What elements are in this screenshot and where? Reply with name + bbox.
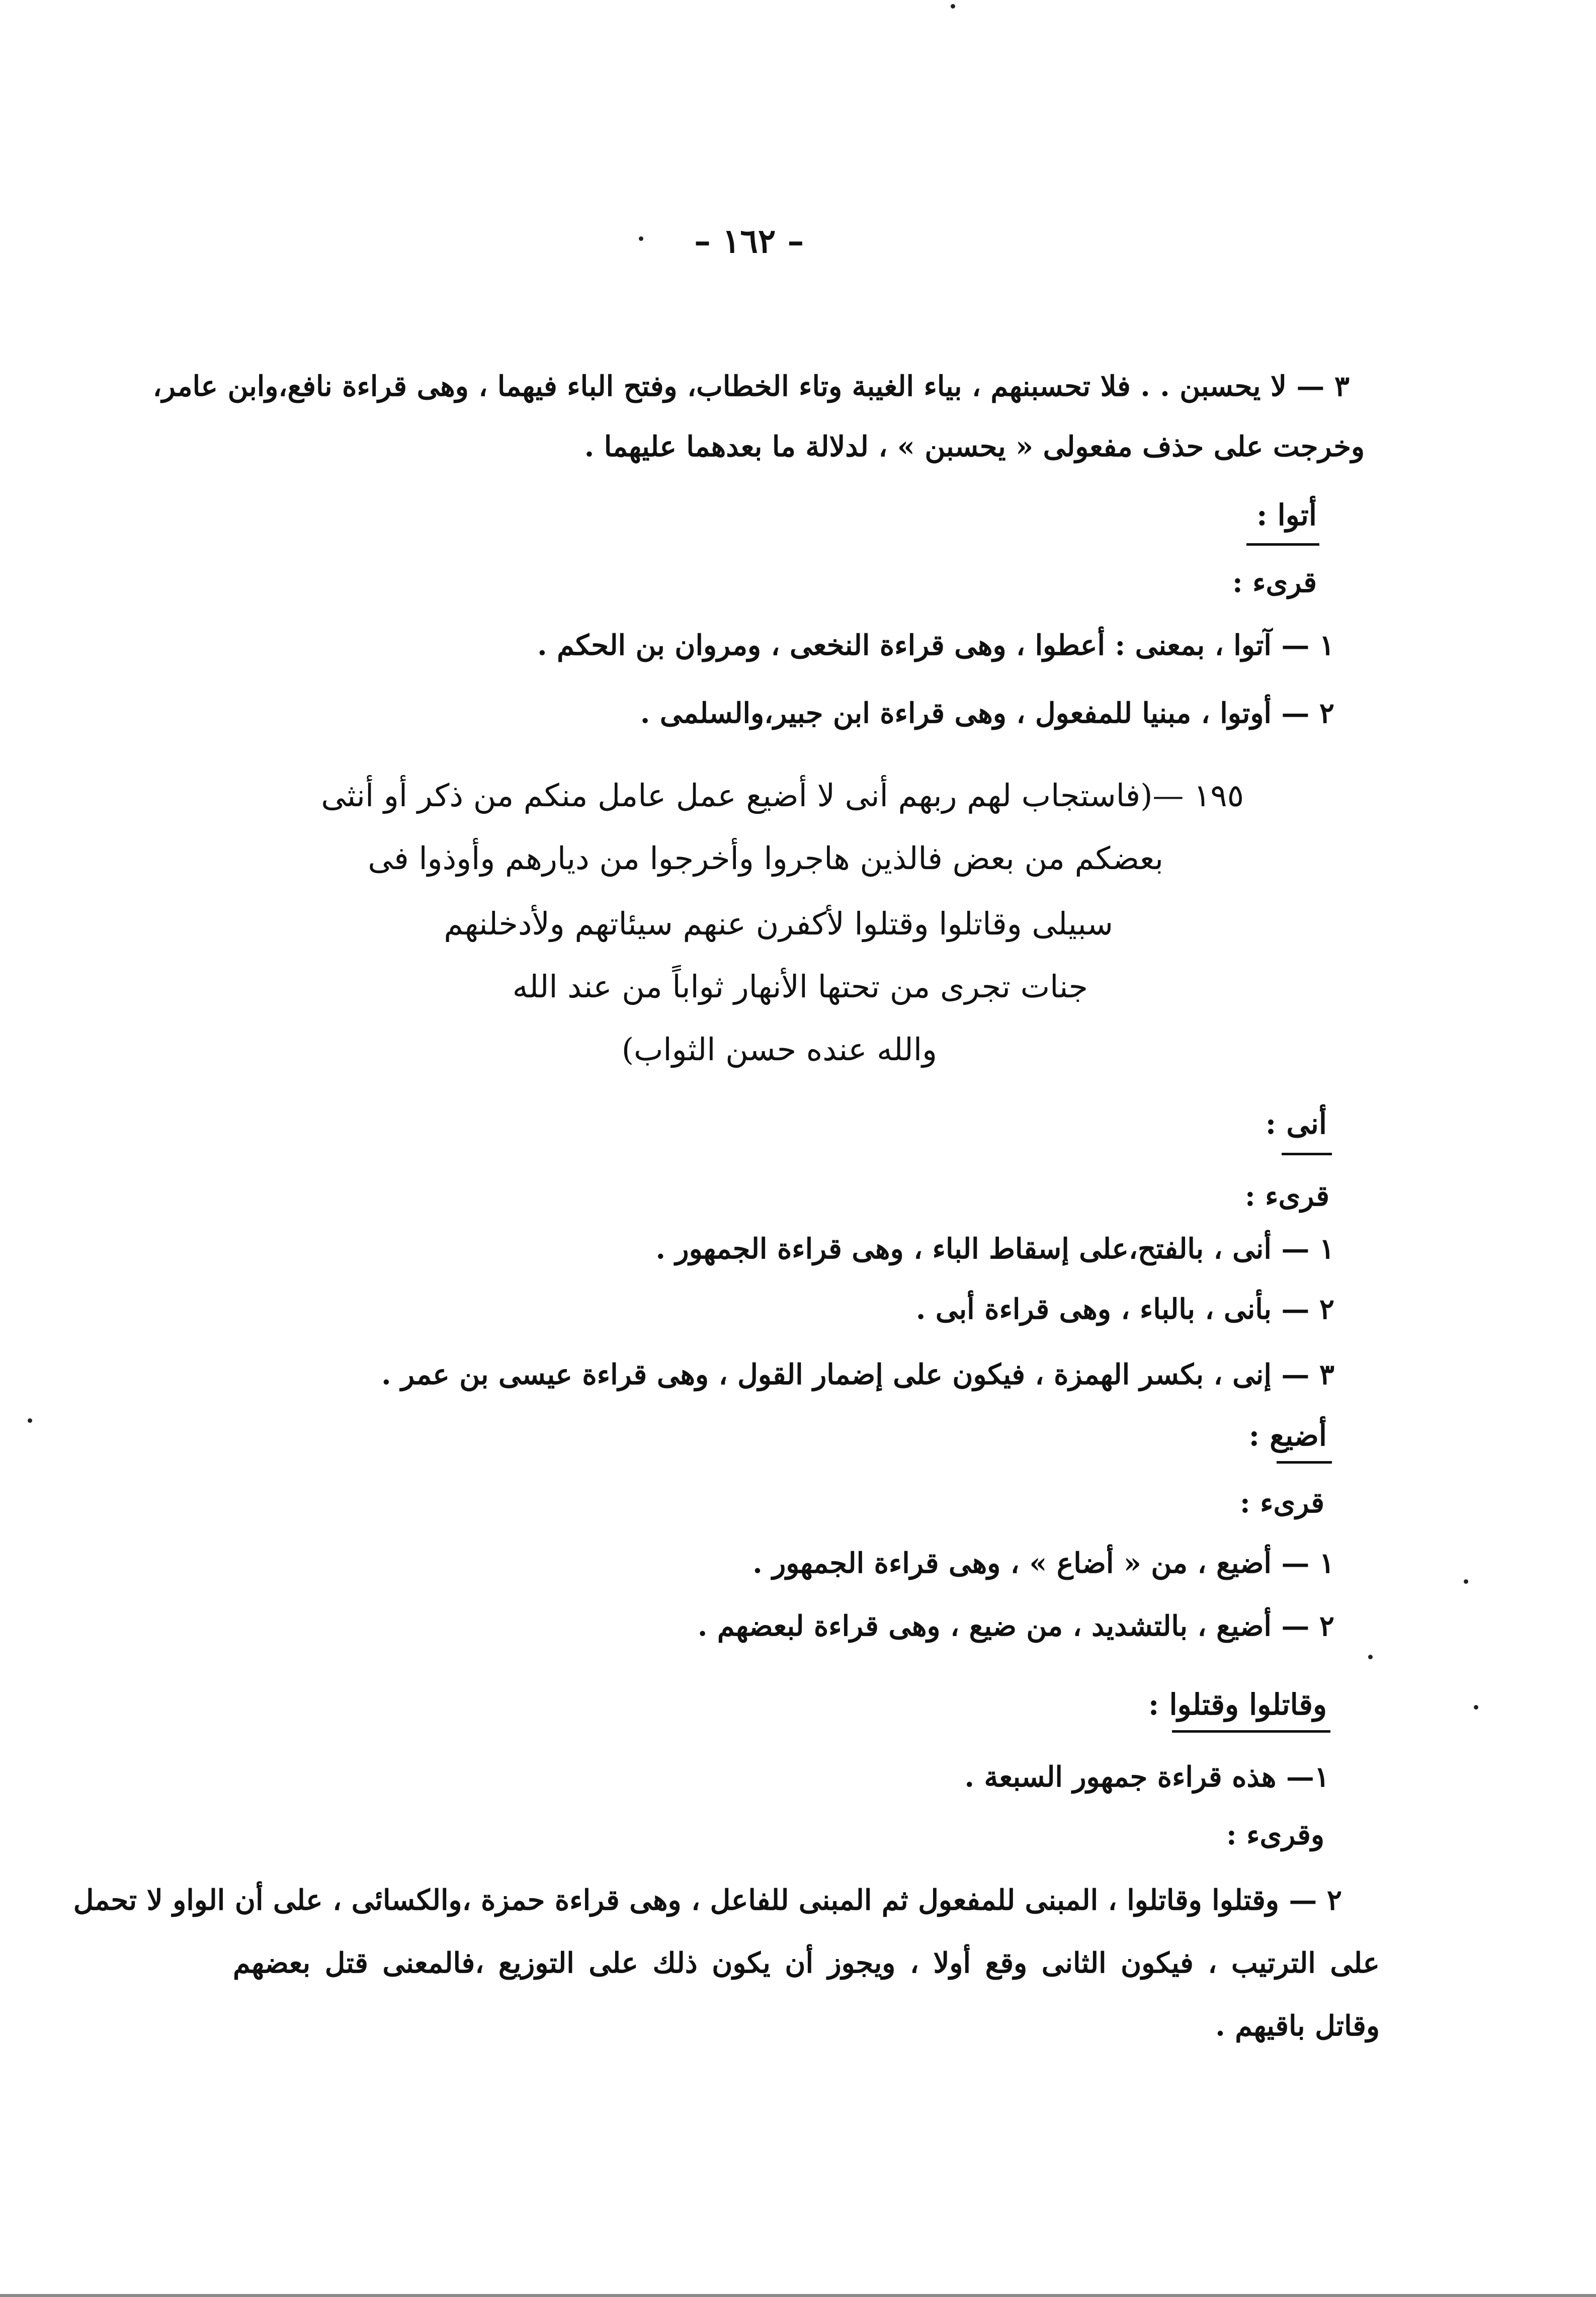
body-line: وخرجت على حذف مفعولى « يحسبن » ، لدلالة ما بعدهما عليهما .	[584, 430, 1365, 463]
reading-item: ٢ — بأنى ، بالباء ، وهى قراءة أبى .	[915, 1293, 1334, 1326]
verse-line: سبيلى وقاتلوا وقتلوا لأكفرن عنهم سيئاتهم ولأدخلنهم	[444, 905, 1113, 942]
verse-line: بعضكم من بعض فالذين هاجروا وأخرجوا من ديارهم وأوذوا فى	[368, 840, 1163, 877]
qurie-label: قرىء :	[1240, 1486, 1324, 1519]
scan-speck	[951, 4, 955, 9]
page-bottom-edge	[0, 2294, 1596, 2297]
body-line: وقاتل باقيهم .	[1215, 2009, 1380, 2043]
reading-item: ٣ — إنى ، بكسر الهمزة ، فيكون على إضمار القول ، وهى قراءة عيسى بن عمر .	[381, 1358, 1334, 1391]
heading-underline	[1246, 543, 1319, 546]
scan-speck	[1474, 1705, 1478, 1710]
qurie-label: قرىء :	[1245, 1179, 1329, 1213]
reading-item: ١— هذه قراءة جمهور السبعة .	[964, 1760, 1329, 1794]
reading-item: ١ — آتوا ، بمعنى : أعطوا ، وهى قراءة النخعى ، ومروان بن الحكم .	[537, 629, 1334, 662]
body-line: ٢ — وقتلوا وقاتلوا ، المبنى للمفعول ثم المبنى للفاعل ، وهى قراءة حمزة ،والكسائى ، على أن الواو لا تحمل	[73, 1884, 1342, 1917]
body-line: ٣ — لا يحسبن . . فلا تحسبنهم ، بياء الغيبة وتاء الخطاب، وفتح الباء فيهما ، وهى قراءة نافع،وابن عامر،	[152, 370, 1350, 403]
section-heading: أتوا :	[1256, 498, 1317, 532]
reading-item: ١ — أضيع ، من « أضاع » ، وهى قراءة الجمهور .	[752, 1547, 1334, 1580]
verse-line: والله عنده حسن الثواب)	[621, 1031, 937, 1068]
heading-underline	[1172, 1730, 1330, 1733]
scan-speck	[1464, 1579, 1468, 1584]
reading-item: ١ — أنى ، بالفتح،على إسقاط الباء ، وهى قراءة الجمهور .	[655, 1232, 1334, 1265]
scan-speck	[639, 236, 643, 241]
page-number: – ١٦٢ –	[694, 221, 804, 261]
heading-underline	[1277, 1461, 1332, 1464]
verse-line: ١٩٥ —(فاستجاب لهم ربهم أنى لا أضيع عمل عامل منكم من ذكر أو أنثى	[321, 777, 1244, 814]
section-heading: أنى :	[1265, 1107, 1327, 1141]
reading-item: ٢ — أوتوا ، مبنيا للمفعول ، وهى قراءة ابن جبير،والسلمى .	[640, 697, 1334, 730]
scan-speck	[1368, 1655, 1373, 1659]
reading-item: ٢ — أضيع ، بالتشديد ، من ضيع ، وهى قراءة لبعضهم .	[697, 1609, 1334, 1643]
section-heading: أضيع :	[1248, 1418, 1327, 1453]
body-line: على الترتيب ، فيكون الثانى وقع أولا ، ويجوز أن يكون ذلك على التوزيع ،فالمعنى قتل بعضهم	[233, 1946, 1380, 1980]
scan-speck	[28, 1418, 32, 1423]
verse-line: جنات تجرى من تحتها الأنهار ثواباً من عند الله	[512, 968, 1088, 1005]
heading-underline	[1282, 1153, 1332, 1155]
section-heading: وقاتلوا وقتلوا :	[1148, 1687, 1327, 1722]
qurie-label: وقرىء :	[1226, 1818, 1324, 1851]
qurie-label: قرىء :	[1232, 566, 1317, 599]
